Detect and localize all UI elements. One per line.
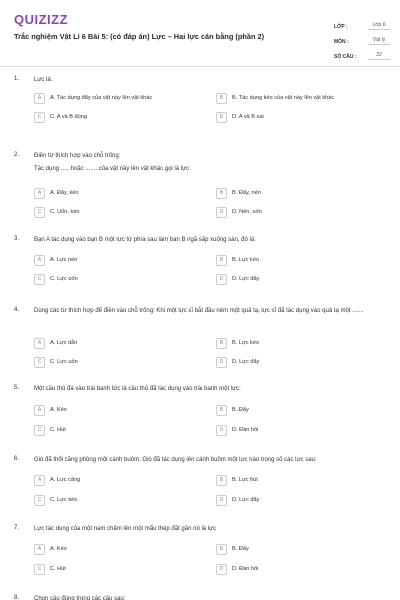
option-letter-box: B [216,255,227,266]
answer-option-c[interactable] [34,205,194,219]
option-letter-box: A [34,188,45,199]
option-letter-box: A [34,338,45,349]
option-letter-box: C [34,357,45,368]
answer-option-a[interactable] [34,473,194,487]
option-text: A. Kéo [50,546,67,552]
answer-option-b[interactable] [216,91,376,105]
answer-option-c[interactable] [34,493,194,507]
option-text: B. Đẩy, nén [232,190,261,196]
question-number: 7. [14,525,20,531]
answer-option-c[interactable] [34,562,194,576]
option-letter-box: A [34,544,45,555]
option-text: A. Lực nén [50,257,78,263]
answer-option-b[interactable] [216,186,376,200]
question-text: Điền từ thích hợp vào chỗ trống: [34,153,121,159]
option-text: C. Hút [50,566,66,572]
quizizz-logo: QUIZIZZ [14,12,69,27]
answer-option-b[interactable] [216,473,376,487]
meta-row-subject [334,30,390,45]
option-text: C. Hút [50,427,66,433]
option-text: C. Lực kéo [50,497,78,503]
option-text: B. Lực kéo [232,340,260,346]
option-letter-box: C [34,425,45,436]
question-number: 5. [14,385,20,391]
option-text: B. Tác dụng kéo của vật này lên vật khác [232,95,335,101]
worksheet-header [0,0,400,67]
option-letter-box: B [216,544,227,555]
meta-row-count [334,45,390,60]
option-text: C. Lực uốn [50,359,78,365]
option-text: A. Đẩy, kéo [50,190,79,196]
option-letter-box: C [34,564,45,575]
worksheet-meta [334,15,390,60]
meta-value: Lớp 6 [368,22,390,30]
question-text: Một cầu thủ đá vào trái banh tức là cầu thủ đã tác dụng vào trái banh một lực: [34,386,241,392]
option-text: D. Lực đẩy [232,359,260,365]
option-text: D. Nén, uốn [232,209,262,215]
option-letter-box: B [216,93,227,104]
answer-option-d[interactable] [216,272,376,286]
question-number: 3. [14,236,20,242]
option-letter-box: C [34,274,45,285]
answer-option-c[interactable] [34,272,194,286]
question-number: 2. [14,152,20,158]
question-number: 4. [14,307,20,313]
answer-option-d[interactable] [216,355,376,369]
option-text: C. A và B đúng [50,114,88,120]
option-letter-box: A [34,405,45,416]
question-text: Bạn A tác dụng vào bạn B một lực từ phía sau làm bạn B ngã sấp xuống sàn, đó là: [34,237,256,243]
question-text: Chọn câu đúng trong các câu sau: [34,596,126,600]
option-text: C. Uốn, kéo [50,209,80,215]
option-text: D. Đàn hồi [232,427,259,433]
answer-option-d[interactable] [216,423,376,437]
option-text: D. Đàn hồi [232,566,259,572]
answer-option-c[interactable] [34,355,194,369]
option-letter-box: D [216,495,227,506]
answer-option-b[interactable] [216,542,376,556]
option-text: A. Kéo [50,407,67,413]
option-letter-box: D [216,564,227,575]
option-letter-box: B [216,475,227,486]
option-text: A. Lực dẫn [50,340,78,346]
answer-option-c[interactable] [34,423,194,437]
answer-option-a[interactable] [34,253,194,267]
answer-option-a[interactable] [34,403,194,417]
question-number: 6. [14,456,20,462]
question-number: 8. [14,595,20,600]
option-letter-box: C [34,495,45,506]
option-text: A. Tác dụng đẩy của vật này lên vật khác [50,95,153,101]
answer-option-b[interactable] [216,403,376,417]
option-text: B. Lực hút [232,477,258,483]
question-text: Gió đã thổi căng phồng một cánh buồm. Gió đã tác dụng lên cánh buồm một lực nào trong số các lực sau: [34,457,317,463]
answer-option-d[interactable] [216,493,376,507]
option-letter-box: C [34,207,45,218]
option-letter-box: A [34,475,45,486]
answer-option-d[interactable] [216,110,376,124]
answer-option-b[interactable] [216,336,376,350]
meta-label: SỐ CÂU : [334,54,357,60]
question-subtext: Tác dụng ..... hoặc ....... của vật này lên vật khác gọi là lực [34,166,190,172]
meta-label: LỚP : [334,24,348,30]
answer-option-a[interactable] [34,542,194,556]
question-text: Lực tác dụng của một nam châm lên một mẩu thép đặt gần nó là lực [34,526,217,532]
option-letter-box: D [216,207,227,218]
option-text: B. Lực kéo [232,257,260,263]
answer-option-b[interactable] [216,253,376,267]
question-text: Lực là: [34,77,53,83]
option-letter-box: C [34,112,45,123]
option-letter-box: D [216,425,227,436]
option-letter-box: D [216,274,227,285]
option-letter-box: B [216,338,227,349]
answer-option-a[interactable] [34,91,194,105]
option-text: B. Đẩy [232,407,249,413]
worksheet-title: Trắc nghiệm Vật Lí 6 Bài 5: (có đáp án) Lực – Hai lực cân bằng (phần 2) [14,32,265,41]
meta-value: 22 [368,52,390,60]
answer-option-c[interactable] [34,110,194,124]
answer-option-a[interactable] [34,186,194,200]
question-text: Dùng các từ thích hợp để điền vào chỗ trống: Khi một lực sĩ bắt đầu ném một quả tạ, lực sĩ đã tác dụng vào quả tạ một ....... [34,308,364,314]
option-letter-box: A [34,93,45,104]
answer-option-d[interactable] [216,205,376,219]
option-letter-box: D [216,112,227,123]
meta-value: Vật lý [368,37,390,45]
option-text: D. A và B sai [232,114,264,120]
option-text: D. Lực đẩy [232,497,260,503]
option-letter-box: D [216,357,227,368]
answer-option-a[interactable] [34,336,194,350]
option-text: A. Lực căng [50,477,81,483]
option-letter-box: A [34,255,45,266]
question-number: 1. [14,76,20,82]
option-letter-box: B [216,188,227,199]
option-text: D. Lực đẩy [232,276,260,282]
option-text: C. Lực uốn [50,276,78,282]
option-letter-box: B [216,405,227,416]
meta-row-class [334,15,390,30]
answer-option-d[interactable] [216,562,376,576]
meta-label: MÔN : [334,39,349,45]
option-text: B. Đẩy [232,546,249,552]
